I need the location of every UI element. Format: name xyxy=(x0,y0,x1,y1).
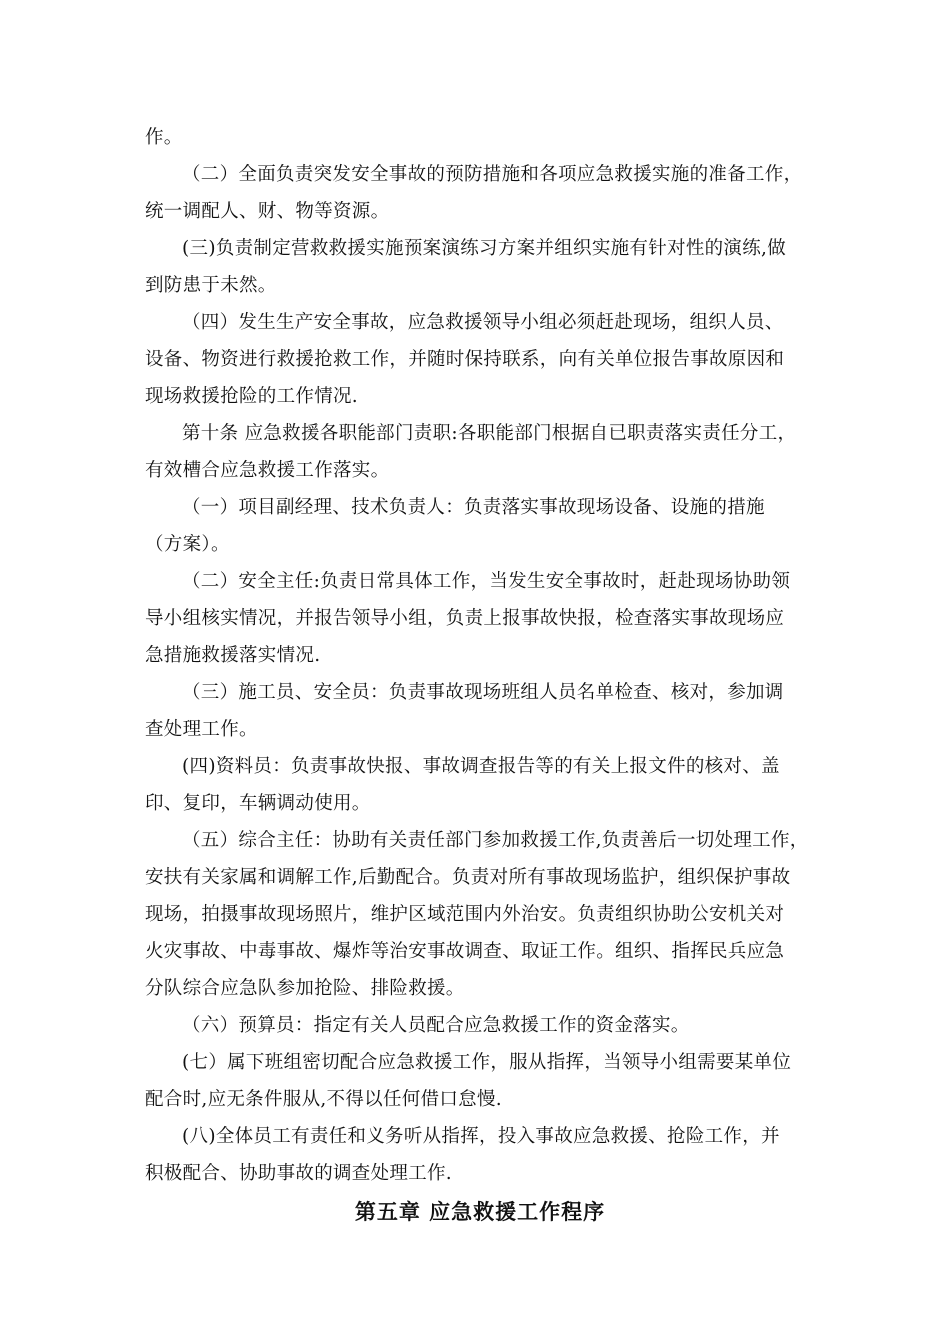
paragraph xyxy=(145,415,815,489)
paragraph xyxy=(145,1044,815,1118)
paragraph xyxy=(145,1118,815,1192)
text-line: （方案）。 xyxy=(145,534,230,555)
text-line: 配合时,应无条件服从,不得以任何借口怠慢. xyxy=(145,1089,502,1110)
paragraph xyxy=(145,489,815,563)
paragraph xyxy=(145,674,815,748)
text-line: 设备、物资进行救援抢救工作，并随时保持联系，向有关单位报告事故原因和 xyxy=(145,349,785,370)
paragraph xyxy=(145,563,815,674)
text-line: 分队综合应急队参加抢险、排险救援。 xyxy=(145,978,465,999)
paragraph xyxy=(145,230,815,304)
paragraph xyxy=(145,119,815,156)
text-line: 安扶有关家属和调解工作,后勤配合。负责对所有事故现场监护，组织保护事故 xyxy=(145,867,791,888)
text-line: 印、复印，车辆调动使用。 xyxy=(145,793,371,814)
text-line: （二）安全主任:负责日常具体工作，当发生安全事故时，赶赴现场协助领 xyxy=(182,571,791,592)
text-line: (四)资料员：负责事故快报、事故调查报告等的有关上报文件的核对、盖 xyxy=(182,756,780,777)
text-line: （五）综合主任：协助有关责任部门参加救援工作,负责善后一切处理工作， xyxy=(182,830,809,851)
text-line: (八)全体员工有责任和义务听从指挥，投入事故应急救援、抢险工作，并 xyxy=(182,1126,780,1147)
text-line: 火灾事故、中毒事故、爆炸等治安事故调查、取证工作。组织、指挥民兵应急 xyxy=(145,941,785,962)
paragraph xyxy=(145,156,815,230)
text-line: 到防患于未然。 xyxy=(145,275,277,296)
paragraph xyxy=(145,1007,815,1044)
text-line: 现场救援抢险的工作情况. xyxy=(145,386,358,407)
text-line: （一）项目副经理、技术负责人：负责落实事故现场设备、设施的措施 xyxy=(182,497,765,518)
text-line: （四）发生生产安全事故，应急救援领导小组必须赶赴现场，组织人员、 xyxy=(182,312,784,333)
text-line: 作。 xyxy=(145,127,183,148)
document-page xyxy=(145,119,815,1232)
text-line: 急措施救援落实情况. xyxy=(145,645,321,666)
paragraph xyxy=(145,748,815,822)
chapter-heading: 第五章 应急救援工作程序 xyxy=(354,1200,606,1224)
text-line: (七）属下班组密切配合应急救援工作，服从指挥，当领导小组需要某单位 xyxy=(182,1052,792,1073)
text-line: (三)负责制定营救救援实施预案演练习方案并组织实施有针对性的演练,做 xyxy=(182,238,787,259)
text-line: 查处理工作。 xyxy=(145,719,258,740)
text-line: 第十条 应急救援各职能部门责职:各职能部门根据自已职责落实责任分工， xyxy=(182,423,797,444)
text-line: 现场，拍摄事故现场照片，维护区域范围内外治安。负责组织协助公安机关对 xyxy=(145,904,785,925)
paragraph xyxy=(145,304,815,415)
text-line: 积极配合、协助事故的调查处理工作. xyxy=(145,1163,452,1184)
paragraph xyxy=(145,822,815,1007)
text-line: （三）施工员、安全员：负责事故现场班组人员名单检查、核对，参加调 xyxy=(182,682,784,703)
text-line: 导小组核实情况，并报告领导小组，负责上报事故快报，检查落实事故现场应 xyxy=(145,608,785,629)
text-line: （二）全面负责突发安全事故的预防措施和各项应急救援实施的准备工作， xyxy=(182,164,803,185)
text-line: 有效槽合应急救援工作落实。 xyxy=(145,460,390,481)
text-line: （六）预算员：指定有关人员配合应急救援工作的资金落实。 xyxy=(182,1015,690,1036)
text-line: 统一调配人、财、物等资源。 xyxy=(145,201,390,222)
document-body xyxy=(145,119,815,1192)
